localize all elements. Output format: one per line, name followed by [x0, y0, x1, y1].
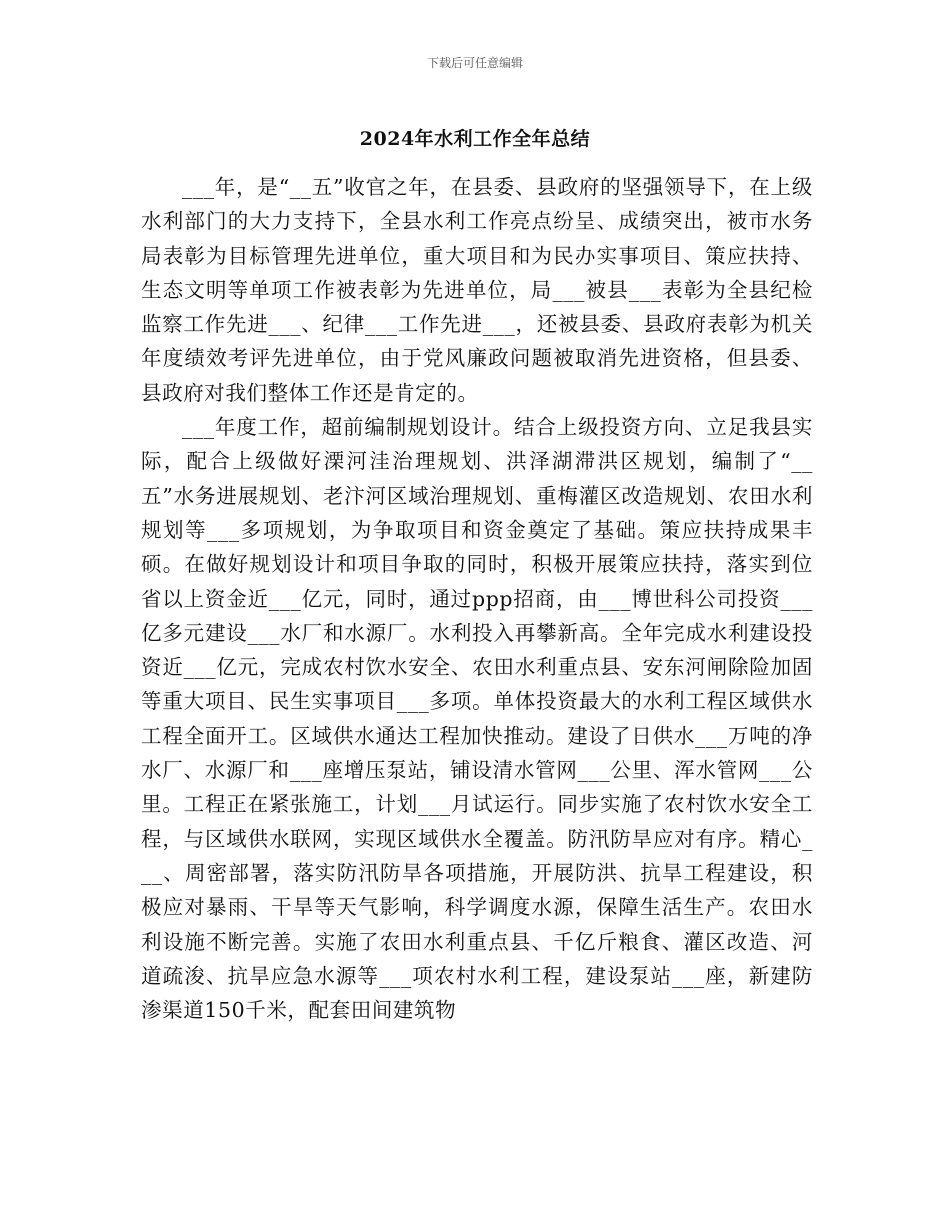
document-body [141, 170, 813, 1027]
paragraph-1: ___年，是“__五”收官之年，在县委、县政府的坚强领导下，在上级水利部门的大力支持下，全县水利工作亮点纷呈、成绩突出，被市水务局表彰为目标管理先进单位，重大项目和为民办实事项目、策应扶持、生态文明等单项工作被表彰为先进单位，局___被县___表彰为全县纪检监察工作先进___、纪律___工作先进___，还被县委、县政府表彰为机关年度绩效考评先进单位，由于党风廉政问题被取消先进资格，但县委、县政府对我们整体工作还是肯定的。 [141, 175, 813, 405]
header-note: 下载后可任意编辑 [426, 56, 523, 70]
paragraph-2: ___年度工作，超前编制规划设计。结合上级投资方向、立足我县实际，配合上级做好溧河洼治理规划、洪泽湖滞洪区规划，编制了“__五”水务进展规划、老汴河区域治理规划、重梅灌区改造规划、农田水利规划等___多项规划，为争取项目和资金奠定了基础。策应扶持成果丰硕。在做好规划设计和项目争取的同时，积极开展策应扶持，落实到位省以上资金近___亿元，同时，通过ppp招商，由___博世科公司投资___亿多元建设___水厂和水源厂。水利投入再攀新高。全年完成水利建设投资近___亿元，完成农村饮水安全、农田水利重点县、安东河闸除险加固等重大项目、民生实事项目___多项。单体投资最大的水利工程区域供水工程全面开工。区域供水通达工程加快推动。建设了日供水___万吨的净水厂、水源厂和___座增压泵站，铺设清水管网___公里、浑水管网___公里。工程正在紧张施工，计划___月试运行。同步实施了农村饮水安全工程，与区域供水联网，实现区域供水全覆盖。防汛防旱应对有序。精心___、周密部署，落实防汛防旱各项措施，开展防洪、抗旱工程建设，积极应对暴雨、干旱等天气影响，科学调度水源，保障生活生产。农田水利设施不断完善。实施了农田水利重点县、千亿斤粮食、灌区改造、河道疏浚、抗旱应急水源等___项农村水利工程，建设泵站___座，新建防渗渠道150千米，配套田间建筑物 [141, 415, 813, 1023]
document-title: 2024年水利工作全年总结 [359, 128, 591, 150]
